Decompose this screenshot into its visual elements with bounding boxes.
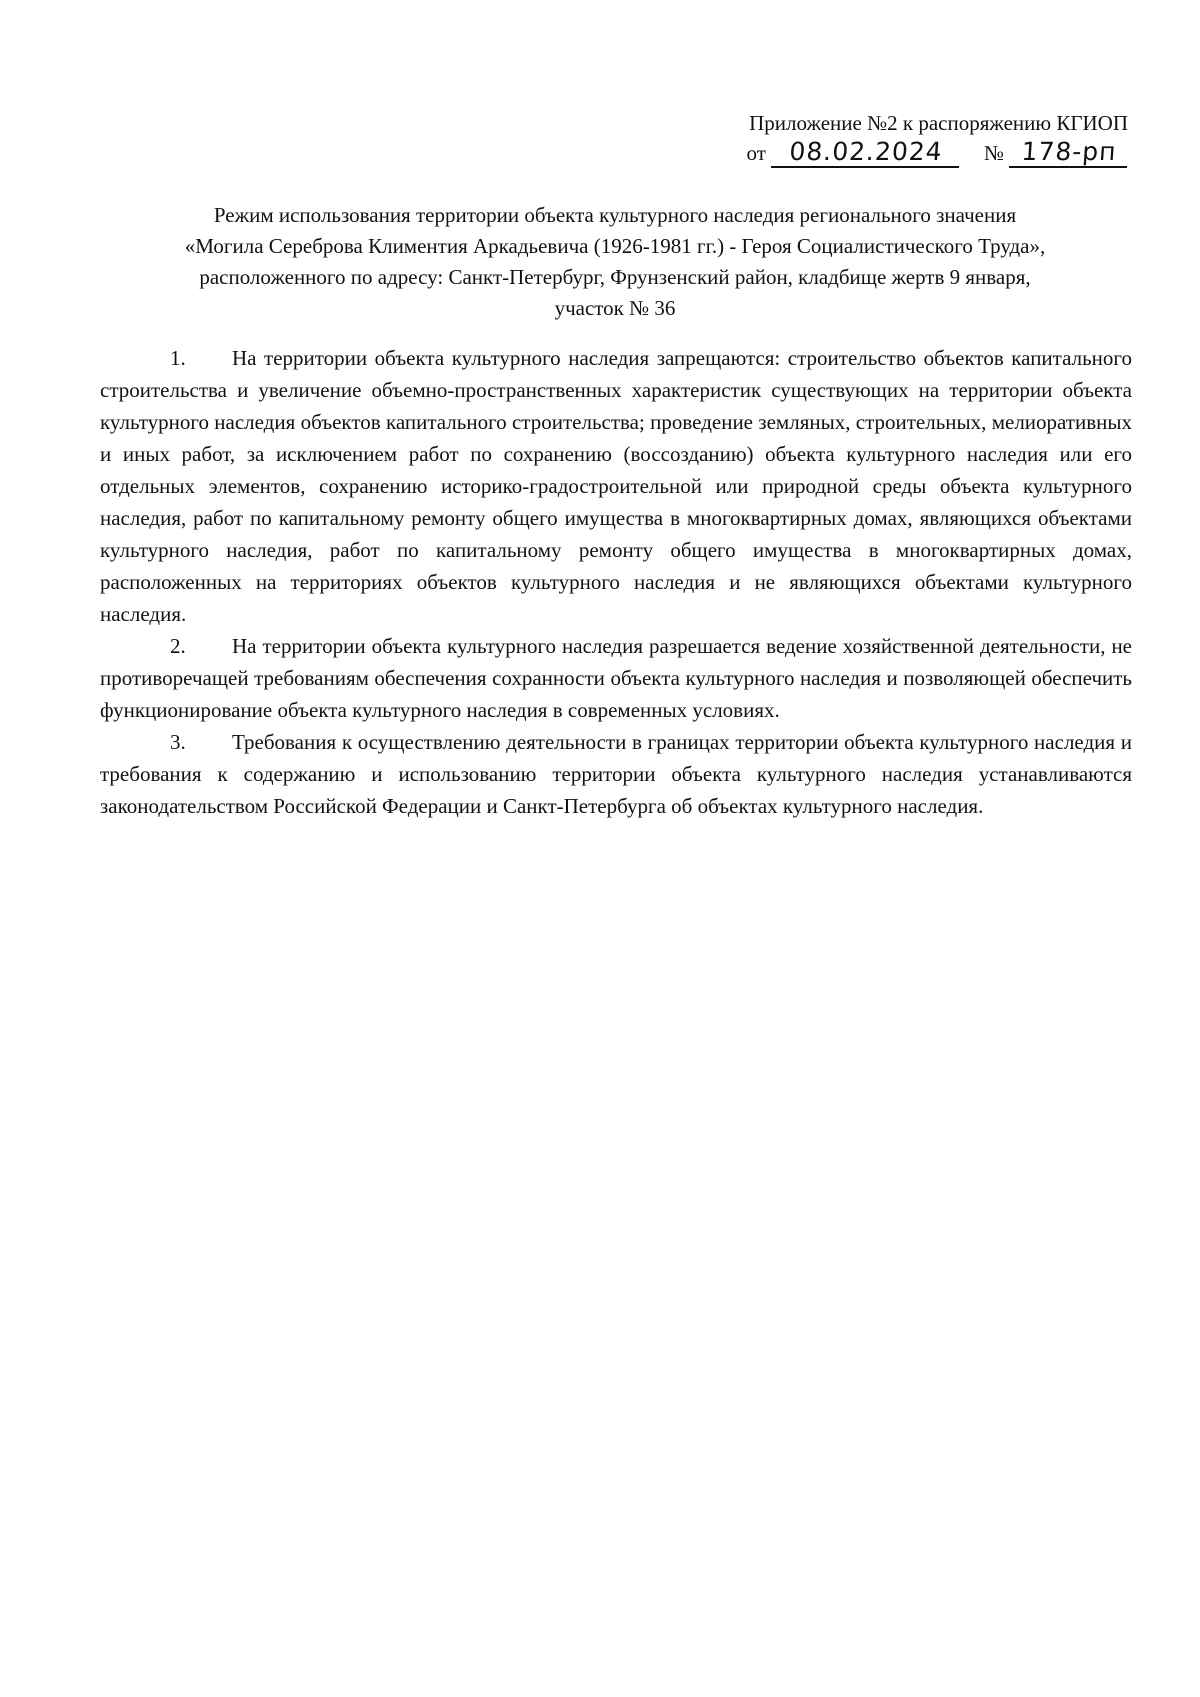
order-number-handwritten: 178-рп	[1009, 138, 1129, 168]
paragraph-3	[100, 726, 1132, 822]
appendix-header	[668, 108, 1128, 168]
title-line: расположенного по адресу: Санкт-Петербург, Фрунзенский район, кладбище жертв 9 января,	[199, 265, 1031, 289]
title-line: участок № 36	[554, 296, 676, 320]
number-label: №	[983, 141, 1004, 165]
order-date-number-line	[668, 138, 1128, 168]
paragraph-1	[100, 342, 1132, 630]
paragraph-number: 2.	[170, 634, 186, 658]
from-label: от	[746, 141, 766, 165]
title-line: «Могила Сереброва Климентия Аркадьевича (1926-1981 гг.) - Героя Социалистического Труда»,	[184, 234, 1046, 258]
paragraph-number: 1.	[170, 346, 186, 370]
paragraph-text: На территории объекта культурного наследия разрешается ведение хозяйственной деятельности, не противоречащей требованиям обеспечения сохранности объекта культурного наследия и позволяющей обеспечить функционирование объекта культурного наследия в современных условиях.	[100, 634, 1132, 722]
order-date-handwritten: 08.02.2024	[771, 138, 961, 168]
paragraph-2	[100, 630, 1132, 726]
document-body	[100, 342, 1132, 822]
paragraph-number: 3.	[170, 730, 186, 754]
paragraph-text: Требования к осуществлению деятельности в границах территории объекта культурного наследия и требования к содержанию и использованию территории объекта культурного наследия устанавливаются законодательством Российской Федерации и Санкт-Петербурга об объектах культурного наследия.	[100, 730, 1132, 818]
title-line: Режим использования территории объекта культурного наследия регионального значения	[213, 203, 1017, 227]
document-title	[90, 200, 1140, 324]
appendix-title: Приложение №2 к распоряжению КГИОП	[749, 111, 1128, 135]
paragraph-text: На территории объекта культурного наследия запрещаются: строительство объектов капитального строительства и увеличение объемно-пространственных характеристик существующих на территории объекта культурного наследия объектов капитального строительства; проведение земляных, строительных, мелиоративных и иных работ, за исключением работ по сохранению (воссозданию) объекта культурного наследия или его отдельных элементов, сохранению историко-градостроительной или природной среды объекта культурного наследия, работ по капитальному ремонту общего имущества в многоквартирных домах, являющихся объектами культурного наследия, работ по капитальному ремонту общего имущества в многоквартирных домах, расположенных на территориях объектов культурного наследия и не являющихся объектами культурного наследия.	[100, 346, 1132, 626]
